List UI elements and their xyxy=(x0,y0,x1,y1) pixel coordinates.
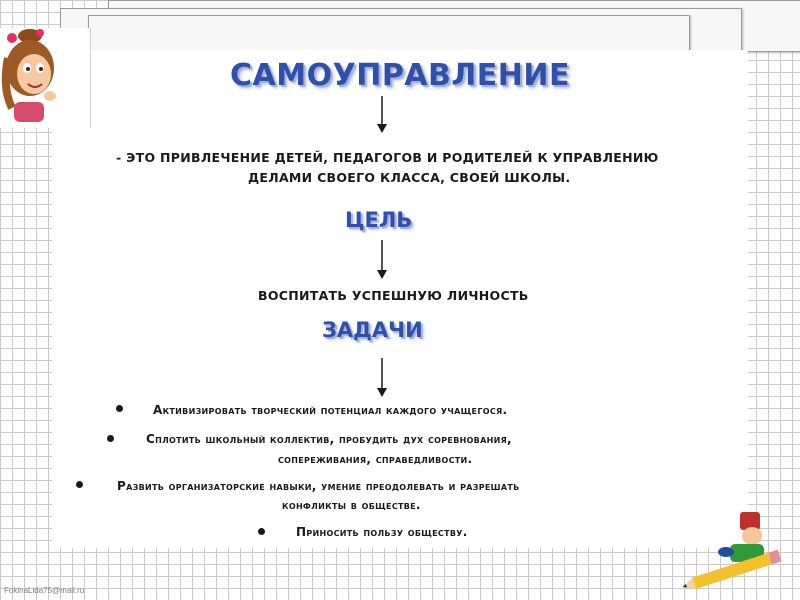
pencil-rider-icon xyxy=(680,512,790,592)
bullet-icon xyxy=(116,405,123,412)
bullet-icon xyxy=(76,481,83,488)
task-item-3-line-2: конфликты в обществе. xyxy=(282,498,421,512)
task-item-1-line-1: Активизировать творческий потенциал каждого учащегося. xyxy=(153,403,508,417)
task-item-2-line-1: Сплотить школьный коллектив, пробудить дух соревнования, xyxy=(146,432,512,446)
goal-text: ВОСПИТАТЬ УСПЕШНУЮ ЛИЧНОСТЬ xyxy=(258,288,529,303)
footer-credit: FokinaLida75@mail.ru xyxy=(4,586,85,595)
goal-heading: ЦЕЛЬ xyxy=(345,208,413,232)
tasks-heading: ЗАДАЧИ xyxy=(322,318,423,342)
task-item-2-line-2: сопереживания, справедливости. xyxy=(278,452,473,466)
down-arrow-icon xyxy=(376,96,388,134)
task-item-4-line-1: Приносить пользу обществу. xyxy=(296,525,468,539)
down-arrow-icon xyxy=(376,240,388,280)
page-title: САМОУПРАВЛЕНИЕ xyxy=(229,58,571,93)
down-arrow-icon xyxy=(376,358,388,398)
definition-line-2: ДЕЛАМИ СВОЕГО КЛАССА, СВОЕЙ ШКОЛЫ. xyxy=(248,170,571,185)
bullet-icon xyxy=(258,528,265,535)
definition-line-1: - ЭТО ПРИВЛЕЧЕНИЕ ДЕТЕЙ, ПЕДАГОГОВ И РОДИТЕЛЕЙ К УПРАВЛЕНИЮ xyxy=(116,150,659,165)
bullet-icon xyxy=(107,435,114,442)
task-item-3-line-1: Развить организаторские навыки, умение преодолевать и разрешать xyxy=(117,479,520,493)
